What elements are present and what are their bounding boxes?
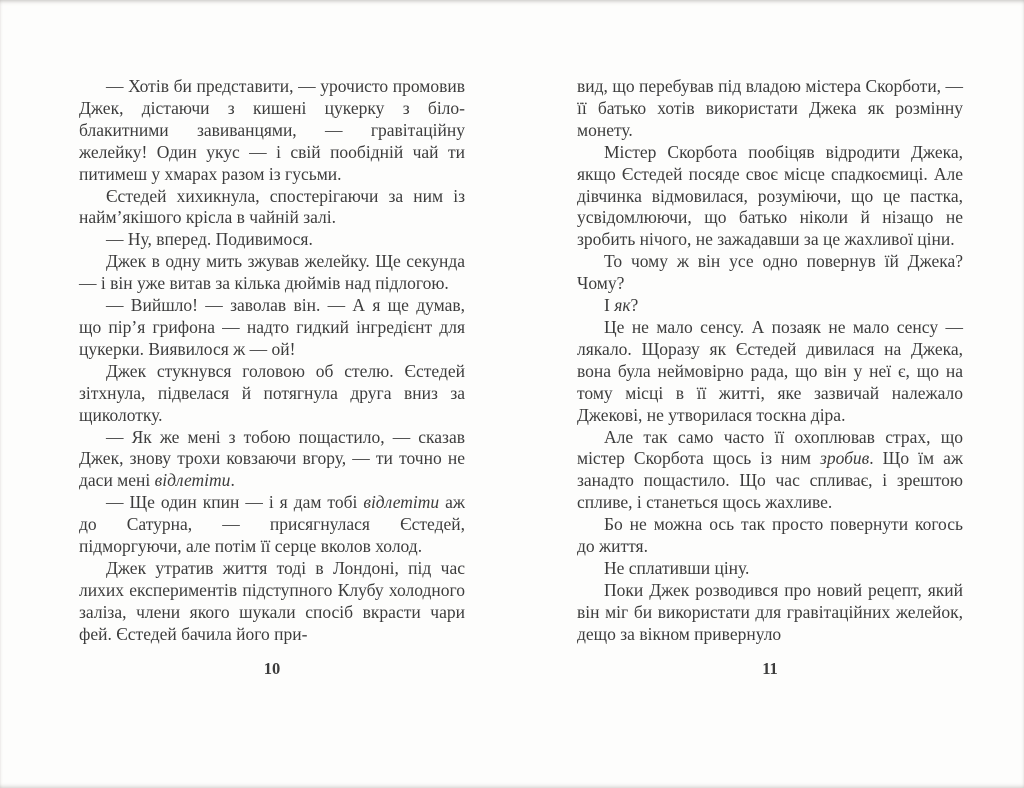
- page-right: [577, 76, 963, 679]
- paragraph: [577, 317, 963, 427]
- italic-text-run: зробив: [820, 448, 870, 469]
- paragraph: [79, 295, 465, 361]
- paragraph: [79, 427, 465, 493]
- paragraph: [79, 492, 465, 558]
- page-right-text: [577, 76, 963, 646]
- page-number-left: 10: [263, 658, 281, 678]
- text-run: Бо не можна ось так просто повернути когось до життя.: [577, 514, 963, 557]
- text-run: То чому ж він усе одно повернув їй Джека? Чому?: [577, 251, 963, 294]
- page-left-text: [79, 76, 465, 646]
- text-run: — Ну, вперед. Подивимося.: [106, 229, 313, 250]
- paragraph: [577, 295, 963, 317]
- paragraph: [577, 251, 963, 295]
- text-run: Поки Джек розводився про новий рецепт, який він міг би використати для гравітаційних желейок, дещо за вікном привернуло: [577, 579, 963, 644]
- text-run: — Як же мені з тобою пощастило, — сказав Джек, знову трохи ковзаючи вгору, — ти точно не даси мені: [79, 426, 465, 491]
- paragraph: [577, 558, 963, 580]
- text-run: . Що їм аж занадто пощастило. Що час спливає, і зрештою спливе, і станеться щось жахливе.: [577, 448, 963, 513]
- text-run: вид, що перебував під владою містера Скорботи, — її батько хотів використати Джека як розмінну монету.: [577, 76, 963, 140]
- text-run: .: [230, 470, 235, 491]
- paragraph: [79, 186, 465, 230]
- text-run: — Хотів би представити, — урочисто промовив Джек, дістаючи з кишені цукерку з біло-блакитними завиванцями, — гравітаційну желейку! Один укус — і свій пообідній чай ти питимеш у хмарах разом із гусьми.: [79, 76, 465, 184]
- text-run: Містер Скорбота пообіцяв відродити Джека, якщо Єстедей посяде своє місце спадкоємиці. Але дівчинка відмовилася, розуміючи, що це пастка, усвідомлюючи, що батько ніколи й нізащо не зробить нічого, не зажадавши за це жахливої ціни.: [577, 141, 963, 250]
- paragraph: [577, 76, 963, 142]
- text-run: Це не мало сенсу. А позаяк не мало сенсу — лякало. Щоразу як Єстедей дивилася на Джека, вона була неймовірно рада, що він у неї є, що на тому місці в її житті, яке зазвичай належало Джекові, не утворилася тоскна діра.: [577, 316, 963, 425]
- paragraph: [79, 76, 465, 186]
- text-run: Не сплативши ціну.: [604, 557, 750, 578]
- paragraph: [577, 580, 963, 646]
- italic-text-run: відлетіти: [154, 470, 231, 491]
- text-run: Але так само часто її охоплював страх, що містер Скорбота щось із ним: [577, 426, 963, 469]
- text-run: — Вийшло! — заволав він. — А я ще думав, що пір’я грифона — надто гидкий інгредієнт для цукерки. Виявилося ж — ой!: [79, 295, 465, 359]
- paragraph: [577, 514, 963, 558]
- paragraph: [79, 558, 465, 646]
- text-run: І: [604, 295, 615, 316]
- paragraph: [577, 142, 963, 252]
- paragraph: [79, 229, 465, 251]
- text-run: — Ще один кпин — і я дам тобі: [106, 492, 364, 513]
- italic-text-run: як: [614, 295, 631, 316]
- text-run: ?: [630, 295, 639, 316]
- italic-text-run: відлетіти: [363, 492, 440, 513]
- text-run: Джек стукнувся головою об стелю. Єстедей зітхнула, підвелася й потягнула друга вниз за щиколотку.: [79, 360, 465, 425]
- page-left: [79, 76, 465, 679]
- paragraph: [577, 427, 963, 515]
- page-number-right: 11: [762, 658, 778, 678]
- text-run: Джек в одну мить зжував желейку. Ще секунда — і він уже витав за кілька дюймів над підлогою.: [79, 251, 465, 294]
- paragraph: [79, 361, 465, 427]
- paragraph: [79, 251, 465, 295]
- text-run: Джек утратив життя тоді в Лондоні, під час лихих експериментів підступного Клубу холодного заліза, члени якого шукали спосіб вкрасти чари фей. Єстедей бачила його при-: [79, 557, 465, 644]
- text-run: Єстедей хихикнула, спостерігаючи за ним із найм’якішого крісла в чайній залі.: [79, 185, 465, 228]
- text-run: аж до Сатурна, — присягнулася Єстедей, підморгуючи, але потім її серце вколов холод.: [79, 492, 465, 557]
